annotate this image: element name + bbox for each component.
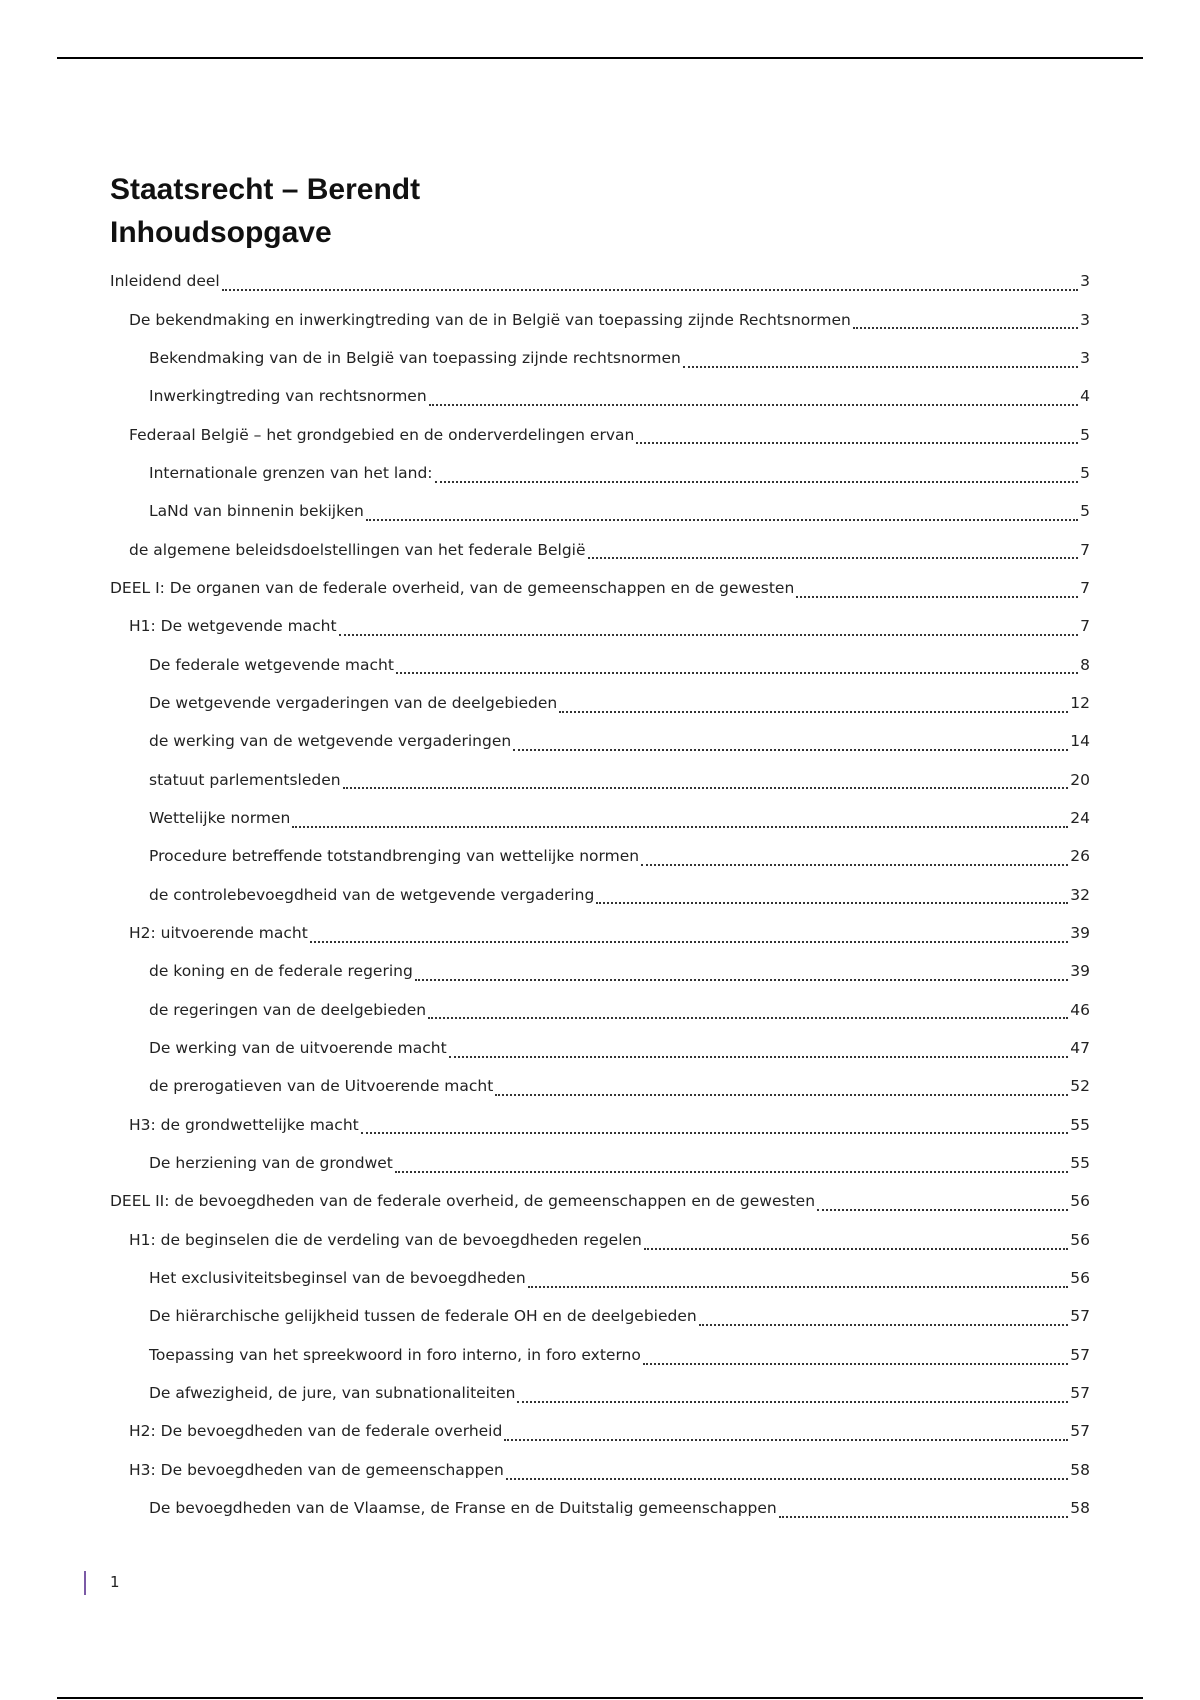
- toc-entry-title: Wettelijke normen: [149, 808, 291, 827]
- toc-dot-leader: [361, 1117, 1069, 1135]
- toc-entry[interactable]: [0, 1297, 1200, 1335]
- toc-entry-page-number: 24: [1070, 808, 1090, 827]
- toc-entry[interactable]: [0, 377, 1200, 415]
- toc-dot-leader: [310, 925, 1068, 943]
- toc-entry-page-number: 56: [1070, 1269, 1090, 1288]
- toc-dot-leader: [644, 1232, 1068, 1250]
- toc-entry-page-number: 3: [1080, 272, 1090, 291]
- footer-accent-bar: [84, 1571, 86, 1595]
- toc-entry[interactable]: [0, 722, 1200, 760]
- toc-entry[interactable]: [0, 1412, 1200, 1450]
- toc-entry-title: DEEL II: de bevoegdheden van de federale overheid, de gemeenschappen en de gewesten: [110, 1192, 816, 1211]
- toc-dot-leader: [559, 695, 1068, 713]
- toc-dot-leader: [428, 1002, 1068, 1020]
- toc-entry-page-number: 47: [1070, 1039, 1090, 1058]
- toc-entry[interactable]: [0, 684, 1200, 722]
- toc-entry-title: Procedure betreffende totstandbrenging van wettelijke normen: [149, 847, 640, 866]
- footer-rule: [57, 1697, 1143, 1699]
- toc-heading: Inhoudsopgave: [110, 216, 332, 249]
- toc-dot-leader: [506, 1462, 1068, 1480]
- toc-entry-page-number: 14: [1070, 732, 1090, 751]
- toc-dot-leader: [596, 887, 1068, 905]
- toc-entry-title: Bekendmaking van de in België van toepassing zijnde rechtsnormen: [149, 348, 681, 367]
- toc-entry-page-number: 55: [1070, 1154, 1090, 1173]
- toc-dot-leader: [528, 1270, 1069, 1288]
- toc-entry[interactable]: [0, 914, 1200, 952]
- toc-entry[interactable]: [0, 1144, 1200, 1182]
- toc-entry-title: statuut parlementsleden: [149, 770, 341, 789]
- toc-entry-title: Inwerkingtreding van rechtsnormen: [149, 387, 427, 406]
- toc-entry-title: De bevoegdheden van de Vlaamse, de Franse en de Duitstalig gemeenschappen: [149, 1499, 777, 1518]
- toc-entry[interactable]: [0, 645, 1200, 683]
- toc-entry-page-number: 5: [1080, 425, 1090, 444]
- toc-entry[interactable]: [0, 1106, 1200, 1144]
- toc-entry[interactable]: [0, 415, 1200, 453]
- toc-dot-leader: [683, 350, 1078, 368]
- toc-dot-leader: [222, 273, 1078, 291]
- toc-entry-page-number: 58: [1070, 1460, 1090, 1479]
- toc-entry[interactable]: [0, 1374, 1200, 1412]
- toc-entry[interactable]: [0, 876, 1200, 914]
- toc-entry[interactable]: [0, 1221, 1200, 1259]
- toc-dot-leader: [513, 734, 1068, 752]
- toc-entry-title: H1: de beginselen die de verdeling van de bevoegdheden regelen: [129, 1230, 642, 1249]
- toc-entry-title: H3: De bevoegdheden van de gemeenschappen: [129, 1460, 504, 1479]
- toc-entry[interactable]: [0, 262, 1200, 300]
- toc-entry-title: de algemene beleidsdoelstellingen van het federale België: [129, 540, 586, 559]
- toc-entry-title: de controlebevoegdheid van de wetgevende vergadering: [149, 885, 595, 904]
- toc-dot-leader: [395, 1155, 1068, 1173]
- toc-entry[interactable]: [0, 1259, 1200, 1297]
- toc-entry[interactable]: [0, 760, 1200, 798]
- toc-dot-leader: [435, 465, 1079, 483]
- toc-dot-leader: [415, 964, 1068, 982]
- document-title: Staatsrecht – Berendt: [110, 173, 421, 206]
- toc-entry-title: H2: De bevoegdheden van de federale overheid: [129, 1422, 503, 1441]
- toc-entry-title: Inleidend deel: [110, 272, 220, 291]
- toc-entry-page-number: 3: [1080, 310, 1090, 329]
- toc-dot-leader: [641, 849, 1068, 867]
- toc-entry-page-number: 7: [1080, 578, 1090, 597]
- toc-dot-leader: [853, 312, 1078, 330]
- toc-entry-title: Internationale grenzen van het land:: [149, 463, 433, 482]
- toc-entry[interactable]: [0, 569, 1200, 607]
- toc-entry-page-number: 58: [1070, 1499, 1090, 1518]
- toc-dot-leader: [366, 503, 1078, 521]
- toc-dot-leader: [588, 542, 1079, 560]
- toc-entry-title: H2: uitvoerende macht: [129, 924, 308, 943]
- toc-entry-title: H3: de grondwettelijke macht: [129, 1115, 359, 1134]
- toc-entry-page-number: 5: [1080, 502, 1090, 521]
- toc-dot-leader: [449, 1040, 1069, 1058]
- toc-entry-page-number: 7: [1080, 540, 1090, 559]
- toc-dot-leader: [339, 619, 1079, 637]
- toc-dot-leader: [517, 1385, 1068, 1403]
- toc-entry-page-number: 46: [1070, 1000, 1090, 1019]
- toc-dot-leader: [504, 1424, 1068, 1442]
- toc-entry-page-number: 32: [1070, 885, 1090, 904]
- toc-entry-page-number: 55: [1070, 1115, 1090, 1134]
- toc-entry[interactable]: [0, 607, 1200, 645]
- toc-dot-leader: [817, 1194, 1068, 1212]
- footer-page-number: 1: [110, 1573, 120, 1591]
- toc-entry-page-number: 39: [1070, 924, 1090, 943]
- toc-entry-page-number: 56: [1070, 1230, 1090, 1249]
- toc-entry-page-number: 26: [1070, 847, 1090, 866]
- toc-dot-leader: [796, 580, 1078, 598]
- toc-entry-title: Federaal België – het grondgebied en de onderverdelingen ervan: [129, 425, 635, 444]
- toc-dot-leader: [495, 1079, 1068, 1097]
- toc-entry-title: De herziening van de grondwet: [149, 1154, 393, 1173]
- toc-entry-page-number: 4: [1080, 387, 1090, 406]
- toc-entry[interactable]: [0, 952, 1200, 990]
- title-block: [110, 168, 420, 254]
- toc-dot-leader: [396, 657, 1078, 675]
- toc-entry-page-number: 39: [1070, 962, 1090, 981]
- toc-entry-page-number: 3: [1080, 348, 1090, 367]
- toc-entry[interactable]: [0, 454, 1200, 492]
- toc-entry[interactable]: [0, 1067, 1200, 1105]
- toc-entry-title: De werking van de uitvoerende macht: [149, 1039, 447, 1058]
- toc-entry-title: De wetgevende vergaderingen van de deelgebieden: [149, 693, 558, 712]
- toc-entry[interactable]: [0, 799, 1200, 837]
- toc-entry-page-number: 57: [1070, 1422, 1090, 1441]
- toc-entry-title: DEEL I: De organen van de federale overheid, van de gemeenschappen en de gewesten: [110, 578, 795, 597]
- header-rule: [57, 57, 1143, 59]
- toc-dot-leader: [429, 388, 1078, 406]
- toc-entry[interactable]: [0, 492, 1200, 530]
- toc-dot-leader: [779, 1500, 1069, 1518]
- toc-entry-page-number: 12: [1070, 693, 1090, 712]
- toc-entry-title: de prerogatieven van de Uitvoerende macht: [149, 1077, 494, 1096]
- toc-dot-leader: [699, 1309, 1069, 1327]
- toc-dot-leader: [292, 810, 1068, 828]
- toc-entry-page-number: 57: [1070, 1345, 1090, 1364]
- toc-entry-title: De afwezigheid, de jure, van subnationaliteiten: [149, 1384, 516, 1403]
- toc-entry[interactable]: [0, 991, 1200, 1029]
- toc-entry-title: H1: De wetgevende macht: [129, 617, 337, 636]
- toc-dot-leader: [636, 427, 1078, 445]
- toc-entry[interactable]: [0, 1336, 1200, 1374]
- toc-entry-page-number: 57: [1070, 1384, 1090, 1403]
- toc-entry[interactable]: [0, 530, 1200, 568]
- toc-entry-page-number: 56: [1070, 1192, 1090, 1211]
- toc-entry-title: LaNd van binnenin bekijken: [149, 502, 364, 521]
- toc-entry-page-number: 20: [1070, 770, 1090, 789]
- table-of-contents: [0, 262, 1200, 1527]
- toc-dot-leader: [343, 772, 1069, 790]
- toc-entry[interactable]: [0, 1451, 1200, 1489]
- toc-entry-title: De hiërarchische gelijkheid tussen de federale OH en de deelgebieden: [149, 1307, 697, 1326]
- toc-entry[interactable]: [0, 300, 1200, 338]
- toc-entry-title: De federale wetgevende macht: [149, 655, 394, 674]
- toc-entry-page-number: 57: [1070, 1307, 1090, 1326]
- toc-entry-title: De bekendmaking en inwerkingtreding van de in België van toepassing zijnde Rechtsnormen: [129, 310, 851, 329]
- toc-entry[interactable]: [0, 1029, 1200, 1067]
- toc-entry-page-number: 52: [1070, 1077, 1090, 1096]
- toc-entry[interactable]: [0, 837, 1200, 875]
- toc-entry[interactable]: [0, 1489, 1200, 1527]
- toc-entry-title: Het exclusiviteitsbeginsel van de bevoegdheden: [149, 1269, 526, 1288]
- toc-entry-title: de werking van de wetgevende vergaderingen: [149, 732, 512, 751]
- toc-entry-page-number: 7: [1080, 617, 1090, 636]
- toc-entry-title: Toepassing van het spreekwoord in foro interno, in foro externo: [149, 1345, 641, 1364]
- toc-dot-leader: [643, 1347, 1068, 1365]
- toc-entry-title: de koning en de federale regering: [149, 962, 413, 981]
- toc-entry[interactable]: [0, 1182, 1200, 1220]
- toc-entry-page-number: 5: [1080, 463, 1090, 482]
- toc-entry-title: de regeringen van de deelgebieden: [149, 1000, 427, 1019]
- toc-entry[interactable]: [0, 339, 1200, 377]
- toc-entry-page-number: 8: [1080, 655, 1090, 674]
